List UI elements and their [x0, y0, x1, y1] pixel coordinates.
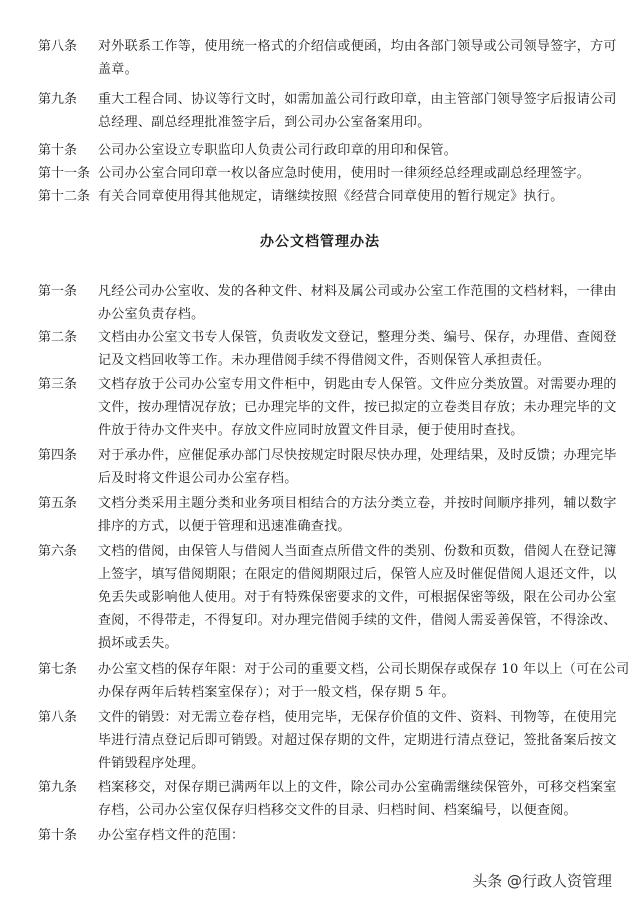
article-label: 第七条 [38, 662, 78, 677]
article-label: 第十一条 [38, 166, 91, 181]
text-line: 盖章。 [98, 62, 138, 77]
article-label: 第六条 [38, 544, 78, 559]
text-line: 公司办公室合同印章一枚以备应急时使用，使用时一律须经总经理或副总经理签字。 [98, 166, 591, 181]
article-label: 第四条 [38, 448, 78, 463]
text-line: 件销毁程序处理。 [98, 756, 205, 771]
text-line: 排序的方式，以便于管理和迅速准确查找。 [98, 519, 351, 534]
article-text [98, 824, 604, 847]
text-line: 文档分类采用主题分类和业务项目相结合的方法分类立卷，并按时间顺序排列，辅以数字 [98, 496, 617, 511]
article-text [98, 326, 617, 372]
text-line: 有关合同章使用得其他规定，请继续按照《经营合同章使用的暂行规定》执行。 [98, 189, 564, 204]
article-text [98, 162, 604, 185]
article-text [98, 88, 617, 134]
text-line: 对于承办件，应催促承办部门尽快按规定时限尽快办理，处理结果，及时反馈；办理完毕 [98, 448, 617, 463]
article-text [98, 540, 617, 655]
text-line: 损坏或丢失。 [98, 636, 178, 651]
article-label: 第十条 [38, 828, 78, 843]
article-label: 第二条 [38, 330, 78, 345]
text-line: 查阅，不得带走，不得复印。对办理完借阅手续的文件，借阅人需妥善保管，不得涂改、 [98, 613, 617, 628]
text-line: 文档由办公室文书专人保管，负责收发文登记，整理分类、编号、保存，办理借、查阅登 [98, 330, 617, 345]
text-line: 办公室存档文件的范围： [98, 828, 245, 843]
text-line: 办公室文档的保存年限：对于公司的重要文档，公司长期保存或保存 10 年以上（可在公司 [98, 662, 630, 677]
text-line: 档案移交，对保存期已满两年以上的文件，除公司办公室确需继续保管外，可移交档案室 [98, 780, 617, 795]
article-text [98, 373, 617, 442]
article-label: 第八条 [38, 39, 78, 54]
text-line: 免丢失或影响他人使用。对于有特殊保密要求的文件，可根据保密等级，限在公司办公室 [98, 590, 617, 605]
text-line: 凡经公司办公室收、发的各种文件、材料及属公司或办公室工作范围的文档材料，一律由 [98, 284, 617, 299]
text-line: 文档存放于公司办公室专用文件柜中，钥匙由专人保管。文件应分类放置。对需要办理的 [98, 377, 617, 392]
watermark-text: 头条 @行政人资管理 [472, 872, 612, 890]
text-line: 文件的销毁：对无需立卷存档，使用完毕，无保存价值的文件、资料、刊物等，在使用完 [98, 710, 617, 725]
article-label: 第五条 [38, 496, 78, 511]
text-line: 文档的借阅，由保管人与借阅人当面查点所借文件的类别、份数和页数，借阅人在登记簿 [98, 544, 617, 559]
article-text [98, 658, 630, 704]
section-title: 办公文档管理办法 [260, 234, 380, 250]
text-line: 文件，按办理情况存放；已办理完毕的文件，按已拟定的立卷类目存放；未办理完毕的文 [98, 400, 617, 415]
text-line: 办公室负责存档。 [98, 307, 205, 322]
article-text [98, 776, 617, 822]
text-line: 件放于待办文件夹中。存放文件应同时放置文件目录，便于使用时查找。 [98, 423, 524, 438]
article-label: 第一条 [38, 284, 78, 299]
text-line: 对外联系工作等，使用统一格式的介绍信或便函，均由各部门领导或公司领导签字，方可 [98, 39, 617, 54]
text-line: 公司办公室设立专职监印人负责公司行政印章的用印和保管。 [98, 143, 458, 158]
article-label: 第八条 [38, 710, 78, 725]
article-text [98, 492, 617, 538]
article-label: 第九条 [38, 92, 78, 107]
article-text [98, 185, 604, 208]
article-text [98, 706, 617, 775]
article-text [98, 35, 617, 81]
text-line: 上签字，填写借阅期限；在限定的借阅期限过后，保管人应及时催促借阅人退还文件，以 [98, 567, 617, 582]
article-label: 第十条 [38, 143, 78, 158]
text-line: 记及文档回收等工作。未办理借阅手续不得借阅文件，否则保管人承担责任。 [98, 353, 551, 368]
text-line: 后及时将文件退公司办公室存档。 [98, 471, 298, 486]
watermark [472, 870, 612, 891]
text-line: 办保存两年后转档案室保存）；对于一般文档，保存期 5 年。 [98, 685, 455, 700]
article-label: 第三条 [38, 377, 78, 392]
article-text [98, 139, 604, 162]
article-text [98, 444, 617, 490]
text-line: 重大工程合同、协议等行文时，如需加盖公司行政印章，由主管部门领导签字后报请公司 [98, 92, 617, 107]
article-label: 第十二条 [38, 189, 91, 204]
text-line: 总经理、副总经理批准签字后，到公司办公室备案用印。 [98, 115, 431, 130]
text-line: 存档，公司办公室仅保存归档移交文件的目录、归档时间、档案编号，以便查阅。 [98, 803, 577, 818]
text-line: 毕进行清点登记后即可销毁。对超过保存期的文件，定期进行清点登记，签批备案后按文 [98, 733, 617, 748]
article-text [98, 280, 617, 326]
article-label: 第九条 [38, 780, 78, 795]
